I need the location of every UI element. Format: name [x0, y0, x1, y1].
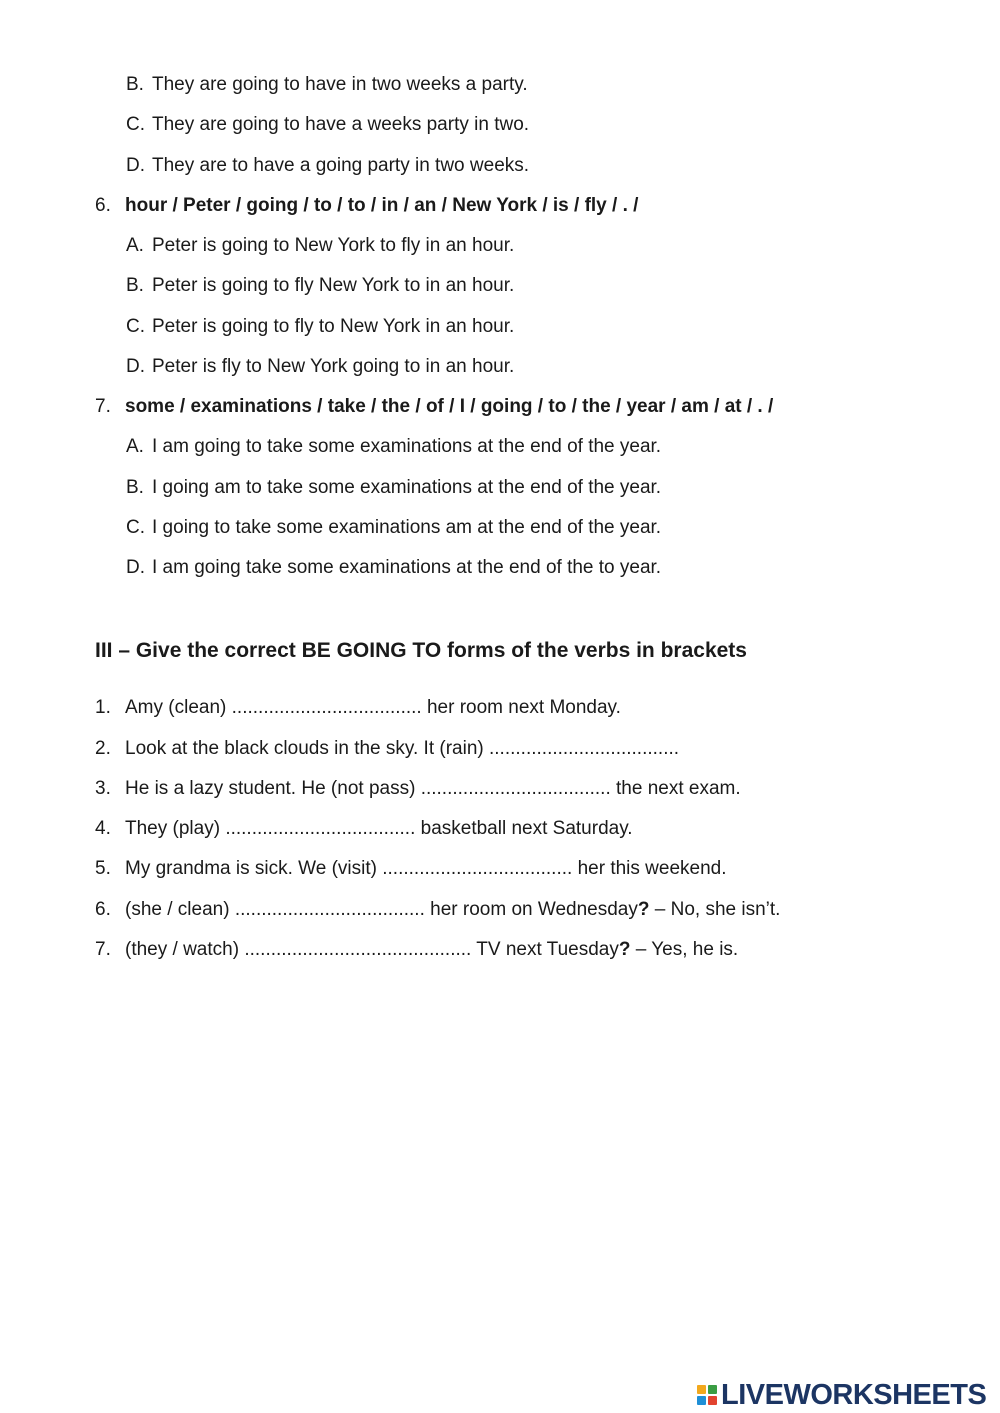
item-answer: – No, she isn’t.	[649, 899, 781, 920]
answer-blank[interactable]: ....................................	[234, 899, 425, 920]
item-number: 1.	[95, 697, 111, 718]
item-prefix: They (play)	[125, 818, 226, 839]
item-text	[125, 777, 741, 801]
item-suffix: the next exam.	[610, 778, 741, 799]
option-letter: C.	[126, 517, 145, 538]
answer-blank[interactable]: ....................................	[420, 778, 611, 799]
option-text: They are going to have a weeks party in two.	[152, 114, 530, 135]
logo-text: LIVEWORKSHEETS	[721, 1378, 987, 1411]
item-answer: – Yes, he is.	[630, 939, 739, 960]
item-number: 2.	[95, 738, 111, 759]
question-number: 6.	[95, 195, 111, 216]
option-text: They are to have a going party in two weeks.	[152, 155, 530, 176]
question-mark: ?	[637, 899, 650, 920]
option-text: I going am to take some examinations at the end of the year.	[152, 477, 662, 498]
answer-blank[interactable]: ....................................	[225, 818, 416, 839]
item-text	[125, 938, 738, 962]
item-prefix: (she / clean)	[125, 899, 235, 920]
logo-block	[697, 1385, 706, 1394]
option-letter: C.	[126, 316, 145, 337]
item-number: 4.	[95, 818, 111, 839]
item-number: 5.	[95, 858, 111, 879]
option-letter: B.	[126, 477, 144, 498]
option-text: Peter is going to fly to New York in an hour.	[152, 316, 515, 337]
option-letter: C.	[126, 114, 145, 135]
logo-block	[708, 1385, 717, 1394]
item-suffix: her this weekend.	[572, 858, 727, 879]
option-text: I am going take some examinations at the end of the to year.	[152, 557, 662, 578]
answer-blank[interactable]: ....................................	[489, 738, 680, 759]
item-prefix: Amy (clean)	[125, 697, 232, 718]
answer-blank[interactable]: ....................................	[382, 858, 573, 879]
answer-blank[interactable]: ....................................	[231, 697, 422, 718]
question-prompt: hour / Peter / going / to / to / in / an / New York / is / fly / . /	[125, 195, 639, 216]
option-text: Peter is fly to New York going to in an hour.	[152, 356, 515, 377]
item-number: 3.	[95, 778, 111, 799]
option-letter: B.	[126, 74, 144, 95]
option-text: I am going to take some examinations at the end of the year.	[152, 436, 662, 457]
option-letter: D.	[126, 557, 145, 578]
liveworksheets-logo	[697, 1378, 986, 1412]
option-text: I going to take some examinations am at the end of the year.	[152, 517, 662, 538]
item-number: 7.	[95, 939, 111, 960]
item-text	[125, 696, 621, 720]
option-letter: D.	[126, 356, 145, 377]
answer-blank[interactable]: ...........................................	[244, 939, 472, 960]
logo-blocks-icon	[697, 1385, 717, 1405]
option-letter: A.	[126, 235, 144, 256]
option-text: Peter is going to New York to fly in an hour.	[152, 235, 515, 256]
item-text	[125, 898, 780, 922]
item-prefix: He is a lazy student. He (not pass)	[125, 778, 421, 799]
item-suffix: her room next Monday.	[421, 697, 621, 718]
item-text	[125, 857, 727, 881]
option-text: They are going to have in two weeks a party.	[152, 74, 528, 95]
section-3-heading: III – Give the correct BE GOING TO forms of the verbs in brackets	[95, 639, 747, 662]
item-suffix: basketball next Saturday.	[415, 818, 633, 839]
question-mark: ?	[618, 939, 631, 960]
question-prompt: some / examinations / take / the / of / I / going / to / the / year / am / at / . /	[125, 396, 774, 417]
item-number: 6.	[95, 899, 111, 920]
item-prefix: Look at the black clouds in the sky. It (rain)	[125, 738, 489, 759]
option-letter: D.	[126, 155, 145, 176]
logo-block	[708, 1396, 717, 1405]
item-prefix: My grandma is sick. We (visit)	[125, 858, 383, 879]
item-text	[125, 737, 679, 761]
option-letter: A.	[126, 436, 144, 457]
item-prefix: (they / watch)	[125, 939, 245, 960]
item-suffix: her room on Wednesday	[424, 899, 638, 920]
option-text: Peter is going to fly New York to in an hour.	[152, 275, 515, 296]
item-suffix: TV next Tuesday	[471, 939, 619, 960]
item-text	[125, 817, 633, 841]
option-letter: B.	[126, 275, 144, 296]
logo-block	[697, 1396, 706, 1405]
question-number: 7.	[95, 396, 111, 417]
